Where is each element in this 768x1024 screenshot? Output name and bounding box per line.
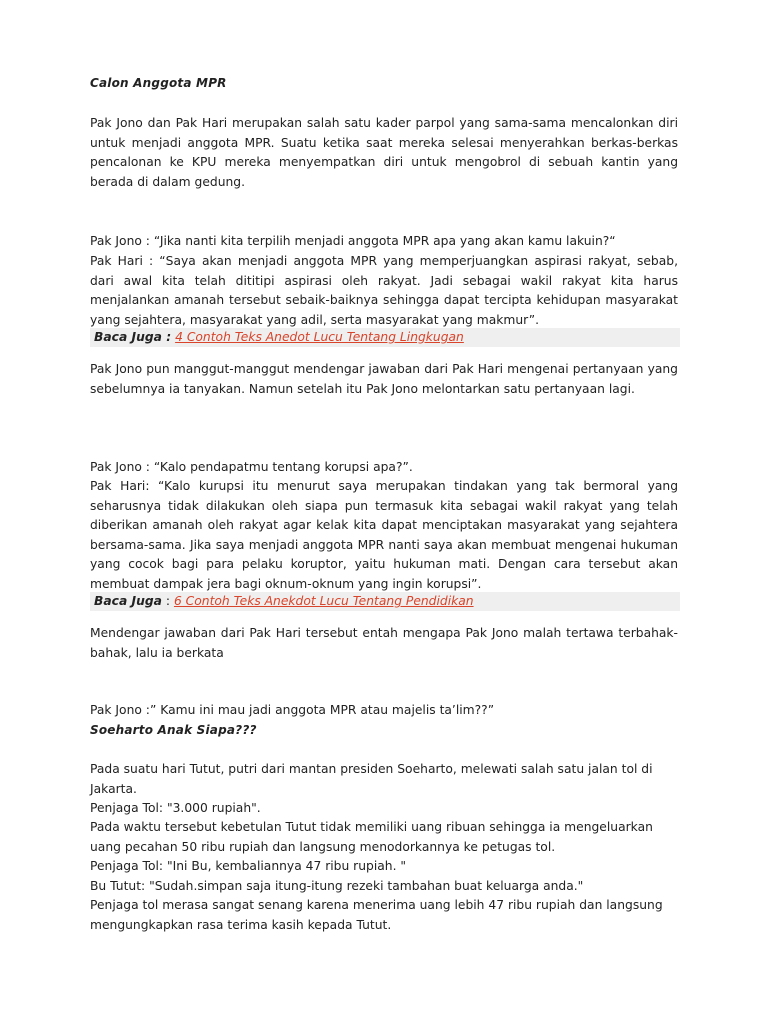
story2-line: Penjaga tol merasa sangat senang karena menerima uang lebih 47 ribu rupiah dan langsung mengungkapkan rasa terima kasih kepada Tutut. [90, 898, 663, 932]
dialog-line: Pak Hari: “Kalo kurupsi itu menurut saya merupakan tindakan yang tak bermoral yang seharusnya tidak dilakukan oleh siapa pun termasuk kita sebagai wakil rakyat yang telah diberikan amanah oleh rakyat agar kelak kita dapat menciptakan masyarakat yang sejahtera bersama-sama. Jika saya menjadi anggota MPR nanti saya akan membuat mengenai hukuman yang cocok bagi para pelaku koruptor, yaitu hukuman mati. Dengan cara tersebut akan membuat dampak jera bagi oknum-oknum yang ingin korupsi”. [90, 479, 678, 591]
read-also-separator: : [161, 594, 174, 608]
story2-line: Bu Tutut: "Sudah.simpan saja itung-itung rezeki tambahan buat keluarga anda." [90, 879, 584, 893]
read-also-label: Baca Juga : [94, 330, 172, 344]
story-title-soeharto: Soeharto Anak Siapa??? [90, 723, 257, 737]
story1-paragraph-2: Pak Jono pun manggut-manggut mendengar jawaban dari Pak Hari mengenai pertanyaan yang sebelumnya ia tanyakan. Namun setelah itu Pak Jono melontarkan satu pertanyaan lagi. [90, 362, 678, 396]
read-also-label: Baca Juga [94, 594, 162, 608]
story2-intro: Pada suatu hari Tutut, putri dari mantan presiden Soeharto, melewati salah satu jalan tol di Jakarta. [90, 762, 653, 796]
read-also-box [90, 328, 680, 347]
story2-line: Penjaga Tol: "3.000 rupiah". [90, 801, 261, 815]
story2-line: Pada waktu tersebut kebetulan Tutut tidak memiliki uang ribuan sehingga ia mengeluarkan uang pecahan 50 ribu rupiah dan langsung menodorkannya ke petugas tol. [90, 820, 653, 854]
dialog-line: Pak Jono : “Kalo pendapatmu tentang korupsi apa?”. [90, 460, 413, 474]
dialog-line: Pak Jono : “Jika nanti kita terpilih menjadi anggota MPR apa yang akan kamu lakuin?“ [90, 234, 616, 248]
dialog-line: Pak Jono :” Kamu ini mau jadi anggota MPR atau majelis ta’lim??” [90, 703, 495, 717]
story2-line: Penjaga Tol: "Ini Bu, kembaliannya 47 ribu rupiah. " [90, 859, 407, 873]
read-also-link[interactable]: 4 Contoh Teks Anedot Lucu Tentang Lingkugan [175, 330, 464, 344]
story1-paragraph-3: Mendengar jawaban dari Pak Hari tersebut entah mengapa Pak Jono malah tertawa terbahak-bahak, lalu ia berkata [90, 626, 678, 660]
read-also-box [90, 592, 680, 611]
read-also-link[interactable]: 6 Contoh Teks Anekdot Lucu Tentang Pendidikan [173, 594, 474, 608]
dialog-line: Pak Hari : “Saya akan menjadi anggota MPR yang memperjuangkan aspirasi rakyat, sebab, dari awal kita telah dititipi aspirasi oleh rakyat. Jadi sebagai wakil rakyat kita harus menjalankan amanah tersebut sebaik-baiknya sehingga dapat tercipta kehidupan masyarakat yang sejahtera, masyarakat yang adil, serta masyarakat yang makmur”. [90, 254, 678, 327]
story-title-calon-anggota: Calon Anggota MPR [90, 76, 227, 90]
story1-intro-paragraph: Pak Jono dan Pak Hari merupakan salah satu kader parpol yang sama-sama mencalonkan diri untuk menjadi anggota MPR. Suatu ketika saat mereka selesai menyerahkan berkas-berkas pencalonan ke KPU mereka menyempatkan diri untuk mengobrol di sebuah kantin yang berada di dalam gedung. [90, 116, 678, 189]
